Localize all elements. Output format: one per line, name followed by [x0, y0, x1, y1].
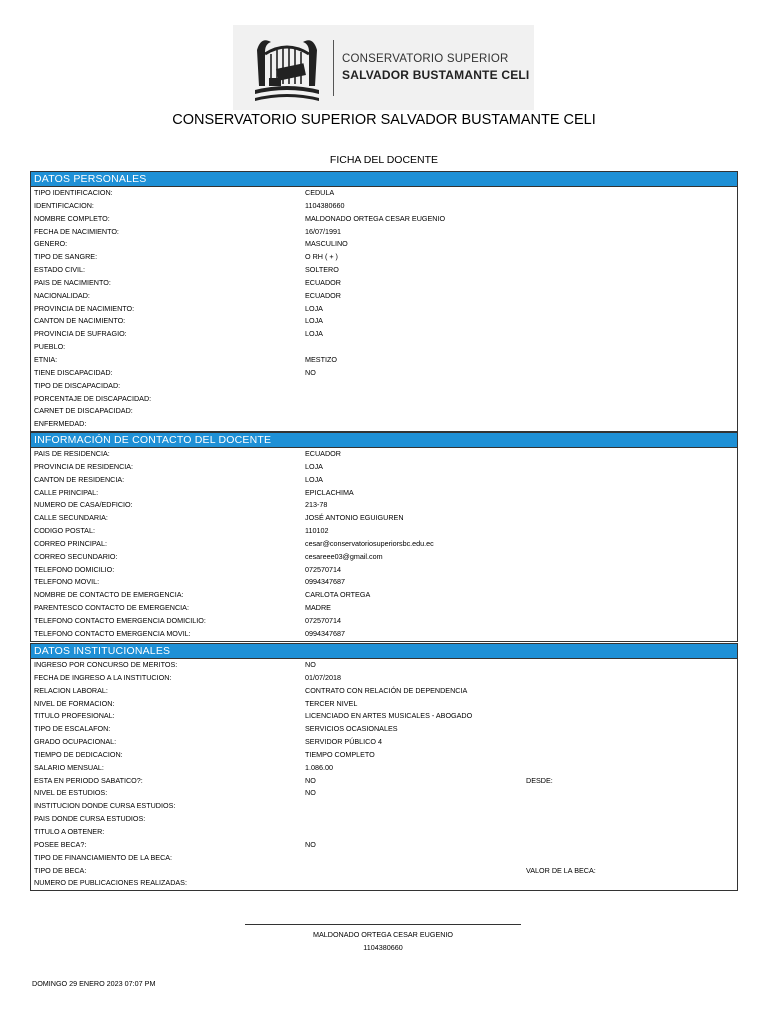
logo-line-1: CONSERVATORIO SUPERIOR	[342, 53, 509, 65]
table-row	[31, 749, 737, 762]
field-value: LOJA	[305, 474, 323, 484]
table-row	[31, 800, 737, 813]
field-label: ETNIA:	[34, 354, 58, 364]
field-label: CODIGO POSTAL:	[34, 526, 95, 536]
field-value: TERCER NIVEL	[305, 698, 358, 708]
field-value: ECUADOR	[305, 277, 341, 287]
field-value: SOLTERO	[305, 265, 339, 275]
field-extra-label: VALOR DE LA BECA:	[526, 865, 596, 875]
field-label: PROVINCIA DE SUFRAGIO:	[34, 329, 127, 339]
table-row	[31, 589, 737, 602]
field-label: TIPO DE ESCALAFON:	[34, 724, 111, 734]
field-value: 072570714	[305, 564, 341, 574]
field-label: TIEMPO DE DEDICACION:	[34, 749, 123, 759]
field-label: TITULO A OBTENER:	[34, 826, 105, 836]
table-row	[31, 303, 737, 316]
table-row	[31, 474, 737, 487]
field-value: LOJA	[305, 329, 323, 339]
field-label: CALLE PRINCIPAL:	[34, 487, 99, 497]
table-row	[31, 698, 737, 711]
table-row	[31, 628, 737, 641]
table-row	[31, 659, 737, 672]
signature-line	[245, 924, 521, 925]
field-value: TIEMPO COMPLETO	[305, 749, 375, 759]
field-value: MASCULINO	[305, 239, 348, 249]
field-label: TIPO DE FINANCIAMIENTO DE LA BECA:	[34, 852, 173, 862]
table-row	[31, 264, 737, 277]
section-personal-data	[30, 171, 738, 432]
field-value: 213-78	[305, 500, 328, 510]
table-row	[31, 380, 737, 393]
table-row	[31, 865, 737, 878]
field-value: 0994347687	[305, 577, 345, 587]
table-row	[31, 499, 737, 512]
field-label: IDENTIFICACION:	[34, 200, 94, 210]
field-value: NO	[305, 775, 316, 785]
table-row	[31, 200, 737, 213]
table-row	[31, 448, 737, 461]
table-row	[31, 341, 737, 354]
table-row	[31, 238, 737, 251]
signature-name: MALDONADO ORTEGA CESAR EUGENIO	[312, 930, 454, 939]
logo-text	[342, 53, 529, 82]
field-value: CEDULA	[305, 188, 335, 197]
field-value: NO	[305, 367, 316, 377]
section-heading-institutional: DATOS INSTITUCIONALES	[30, 643, 738, 659]
field-label: TELEFONO CONTACTO EMERGENCIA DOMICILIO:	[34, 615, 206, 625]
personal-rows	[31, 187, 737, 431]
table-row	[31, 367, 737, 380]
table-row	[31, 315, 737, 328]
document-subtitle: FICHA DEL DOCENTE	[329, 154, 439, 166]
table-row	[31, 251, 737, 264]
field-extra-label: DESDE:	[526, 775, 553, 785]
field-value: LOJA	[305, 461, 323, 471]
field-label: CANTON DE RESIDENCIA:	[34, 474, 125, 484]
field-label: GENERO:	[34, 239, 68, 249]
table-row	[31, 564, 737, 577]
table-row	[31, 685, 737, 698]
conservatory-emblem-icon	[247, 28, 327, 108]
table-row	[31, 787, 737, 800]
field-label: INGRESO POR CONCURSO DE MERITOS:	[34, 660, 178, 669]
field-label: PARENTESCO CONTACTO DE EMERGENCIA:	[34, 603, 189, 613]
field-label: GRADO OCUPACIONAL:	[34, 737, 117, 747]
table-row	[31, 512, 737, 525]
table-row	[31, 418, 737, 431]
field-value: CONTRATO CON RELACIÓN DE DEPENDENCIA	[305, 685, 468, 695]
field-label: TIPO DE DISCAPACIDAD:	[34, 380, 121, 390]
field-value: SERVIDOR PÚBLICO 4	[305, 737, 382, 747]
field-label: NIVEL DE FORMACION:	[34, 698, 115, 708]
field-label: ESTADO CIVIL:	[34, 265, 85, 275]
field-label: ESTA EN PERIODO SABATICO?:	[34, 775, 143, 785]
section-heading-personal: DATOS PERSONALES	[30, 171, 738, 187]
field-label: CARNET DE DISCAPACIDAD:	[34, 406, 133, 416]
logo-divider	[333, 40, 334, 96]
field-label: PAIS DE NACIMIENTO:	[34, 277, 111, 287]
table-row	[31, 277, 737, 290]
table-row	[31, 187, 737, 200]
field-label: TELEFONO DOMICILIO:	[34, 564, 115, 574]
field-label: RELACION LABORAL:	[34, 685, 108, 695]
table-row	[31, 615, 737, 628]
field-value: MALDONADO ORTEGA CESAR EUGENIO	[305, 213, 446, 223]
table-row	[31, 551, 737, 564]
field-label: CALLE SECUNDARIA:	[34, 513, 108, 523]
field-value: 01/07/2018	[305, 672, 341, 682]
table-row	[31, 877, 737, 890]
field-value: 16/07/1991	[305, 226, 341, 236]
field-label: PUEBLO:	[34, 342, 66, 352]
field-label: PORCENTAJE DE DISCAPACIDAD:	[34, 393, 152, 403]
table-row	[31, 354, 737, 367]
field-value: 0994347687	[305, 628, 345, 638]
logo-line-2: SALVADOR BUSTAMANTE CELI	[342, 68, 530, 82]
field-label: TELEFONO CONTACTO EMERGENCIA MOVIL:	[34, 628, 191, 638]
field-label: PAIS DE RESIDENCIA:	[34, 449, 110, 458]
table-row	[31, 736, 737, 749]
field-label: TIENE DISCAPACIDAD:	[34, 367, 113, 377]
table-row	[31, 538, 737, 551]
contact-rows	[31, 448, 737, 641]
field-label: NIVEL DE ESTUDIOS:	[34, 788, 108, 798]
section-institutional-data	[30, 643, 738, 891]
table-row	[31, 290, 737, 303]
field-label: CANTON DE NACIMIENTO:	[34, 316, 126, 326]
table-row	[31, 672, 737, 685]
field-label: PROVINCIA DE NACIMIENTO:	[34, 303, 135, 313]
field-label: TELEFONO MOVIL:	[34, 577, 100, 587]
field-value: NO	[305, 788, 316, 798]
section-heading-contact: INFORMACIÓN DE CONTACTO DEL DOCENTE	[30, 432, 738, 448]
document-title: CONSERVATORIO SUPERIOR SALVADOR BUSTAMANTE CELI	[172, 112, 596, 128]
table-row	[31, 775, 737, 788]
field-label: CORREO PRINCIPAL:	[34, 538, 107, 548]
table-row	[31, 393, 737, 406]
field-label: ENFERMEDAD:	[34, 419, 87, 429]
field-value: ECUADOR	[305, 290, 341, 300]
field-label: CORREO SECUNDARIO:	[34, 551, 118, 561]
field-value: 110102	[305, 526, 329, 536]
table-row	[31, 525, 737, 538]
table-row	[31, 328, 737, 341]
field-value: NO	[305, 839, 316, 849]
field-value: SERVICIOS OCASIONALES	[305, 724, 398, 734]
field-label: SALARIO MENSUAL:	[34, 762, 104, 772]
table-row	[31, 723, 737, 736]
table-row	[31, 710, 737, 723]
table-row	[31, 213, 737, 226]
field-label: NOMBRE DE CONTACTO DE EMERGENCIA:	[34, 590, 184, 600]
table-row	[31, 852, 737, 865]
field-value: MADRE	[305, 603, 331, 613]
field-value: 072570714	[305, 615, 341, 625]
field-label: FECHA DE INGRESO A LA INSTITUCION:	[34, 672, 172, 682]
field-label: PAIS DONDE CURSA ESTUDIOS:	[34, 814, 146, 824]
field-value: cesar@conservatoriosuperiorsbc.edu.ec	[305, 538, 434, 548]
table-row	[31, 839, 737, 852]
field-value: LOJA	[305, 303, 323, 313]
table-row	[31, 461, 737, 474]
field-value: JOSÉ ANTONIO EGUIGUREN	[305, 513, 404, 523]
field-label: FECHA DE NACIMIENTO:	[34, 226, 119, 236]
field-label: INSTITUCION DONDE CURSA ESTUDIOS:	[34, 801, 176, 811]
signature-id: 1104380660	[363, 943, 403, 952]
field-value: NO	[305, 660, 316, 669]
table-row	[31, 602, 737, 615]
field-value: MESTIZO	[305, 354, 337, 364]
table-row	[31, 405, 737, 418]
section-contact-info	[30, 432, 738, 642]
field-value: 1104380660	[305, 200, 345, 210]
table-row	[31, 813, 737, 826]
field-label: NUMERO DE PUBLICACIONES REALIZADAS:	[34, 878, 187, 888]
table-row	[31, 576, 737, 589]
field-label: TIPO DE BECA:	[34, 865, 87, 875]
table-row	[31, 487, 737, 500]
table-row	[31, 762, 737, 775]
field-value: O RH ( + )	[305, 252, 338, 262]
table-row	[31, 226, 737, 239]
field-label: NACIONALIDAD:	[34, 290, 90, 300]
field-value: EPICLACHIMA	[305, 487, 354, 497]
institutional-rows	[31, 659, 737, 890]
field-label: PROVINCIA DE RESIDENCIA:	[34, 461, 134, 471]
field-value: 1.086.00	[305, 762, 333, 772]
field-label: NOMBRE COMPLETO:	[34, 213, 110, 223]
field-value: LOJA	[305, 316, 323, 326]
field-value: ECUADOR	[305, 449, 341, 458]
institution-logo	[233, 25, 534, 110]
field-label: TIPO DE SANGRE:	[34, 252, 98, 262]
field-label: POSEE BECA?:	[34, 839, 87, 849]
field-label: NUMERO DE CASA/EDFICIO:	[34, 500, 133, 510]
printed-date: DOMINGO 29 ENERO 2023 07:07 PM	[32, 979, 156, 988]
field-label: TITULO PROFESIONAL:	[34, 711, 115, 721]
field-value: CARLOTA ORTEGA	[305, 590, 371, 600]
field-value: cesareee03@gmail.com	[305, 551, 383, 561]
field-value: LICENCIADO EN ARTES MUSICALES - ABOGADO	[305, 711, 473, 721]
field-label: TIPO IDENTIFICACION:	[34, 188, 113, 197]
table-row	[31, 826, 737, 839]
